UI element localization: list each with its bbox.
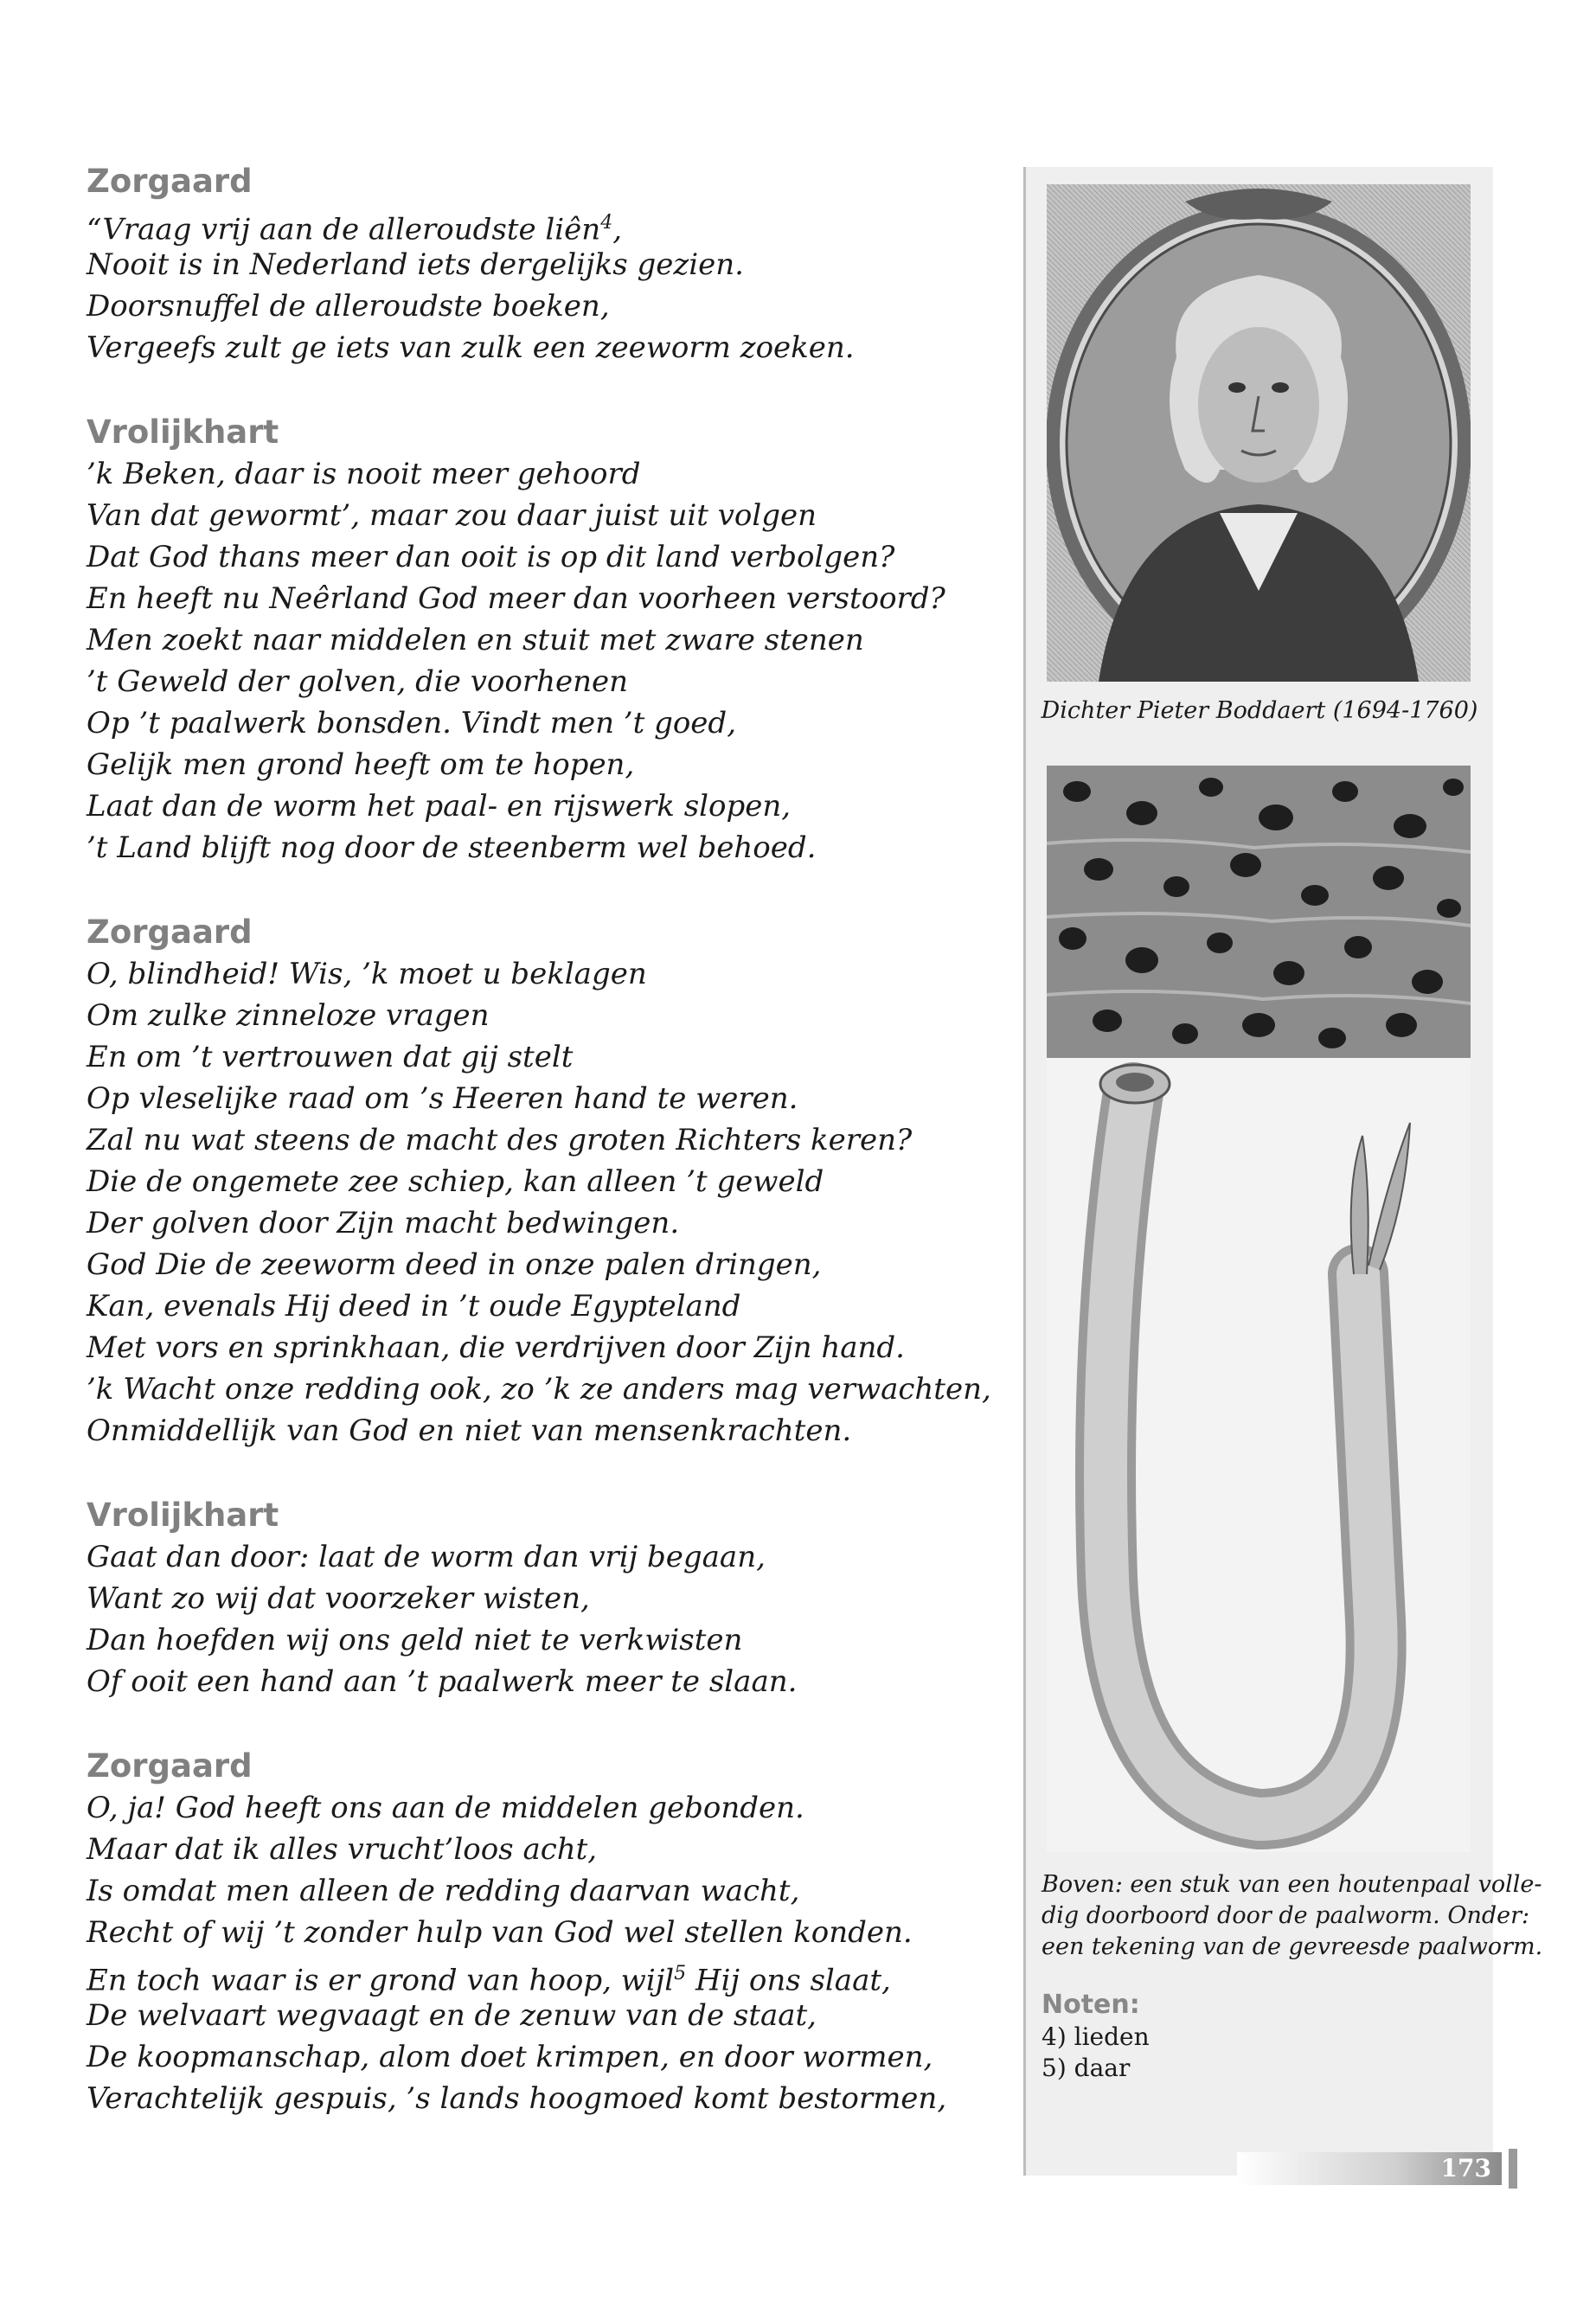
verse-text: Dan hoefden wij ons geld niet te verkwisten [87,1623,743,1657]
speaker-name: Vrolijkhart [87,413,279,451]
speaker-name: Zorgaard [87,163,253,200]
verse-text: “Vraag vrij aan de alleroudste liên [87,212,601,247]
verse-text: Van dat gewormt’, maar zou daar juist uit volgen [87,498,817,533]
verse-text: Verachtelijk gespuis, ’s lands hoogmoed komt bestormen, [87,2081,947,2116]
verse-text: Want zo wij dat voorzeker wisten, [87,1581,590,1616]
footnote-marker: 4 [600,212,613,234]
page-number: 173 [1440,2154,1491,2182]
sidebar [1023,167,1543,2176]
verse-line [87,1870,1003,1912]
verse-line [87,1119,1003,1161]
verse-text: Onmiddellijk van God en niet van mensenkrachten. [87,1413,852,1448]
verse-line [87,285,1003,327]
verse-text: Men zoekt naar middelen en stuit met zware stenen [87,623,864,657]
verse-text: Op vleselijke raad om ’s Heeren hand te weren. [87,1081,798,1116]
note-5: 5) daar [1042,2054,1131,2082]
verse-line [87,327,1003,369]
wood-image [1047,766,1471,1058]
verse-text: En toch waar is er grond van hoop, wijl [87,1963,675,1998]
verse-line [87,578,1003,619]
page-tick [1509,2149,1517,2189]
stanza [87,412,1003,868]
footnotes [1042,1989,1474,2084]
speaker-name: Zorgaard [87,913,253,951]
verse-line [87,1036,1003,1078]
verse-line [87,1578,1003,1619]
verse-line [87,1912,1003,1953]
verse-text: Zal nu wat steens de macht des groten Richters keren? [87,1123,913,1157]
verse-text: Kan, evenals Hij deed in ’t oude Egypteland [87,1289,741,1324]
verse-line [87,495,1003,536]
note-4: 4) lieden [1042,2022,1150,2051]
verse-line [87,1244,1003,1285]
shipworm-caption [1042,1869,1543,1963]
verse-line [87,1368,1003,1410]
verse-text: Laat dan de worm het paal- en rijswerk slopen, [87,789,792,824]
speaker-name: Zorgaard [87,1747,253,1785]
verse-text: De koopmanschap, alom doet krimpen, en door wormen, [87,2040,933,2074]
verse-text: Gaat dan door: laat de worm dan vrij begaan, [87,1540,766,1574]
verse-text: Op ’t paalwerk bonsden. Vindt men ’t goed, [87,706,737,740]
verse-line [87,953,1003,995]
verse-text: O, blindheid! Wis, ’k moet u beklagen [87,957,647,991]
verse-line [87,1410,1003,1452]
stanza [87,912,1003,1452]
verse-text: Om zulke zinneloze vragen [87,998,490,1033]
verse-text: Gelijk men grond heeft om te hopen, [87,747,635,782]
verse-line [87,1995,1003,2036]
verse-text: Of ooit een hand aan ’t paalwerk meer te slaan. [87,1664,798,1699]
verse-text: Vergeefs zult ge iets van zulk een zeeworm zoeken. [87,330,855,365]
verse-text: ’t Geweld der golven, die voorhenen [87,664,629,699]
verse-text-tail: Hij ons slaat, [686,1963,891,1998]
verse-line [87,1161,1003,1202]
stanza [87,161,1003,369]
verse-text-tail: , [612,212,623,247]
verse-line [87,702,1003,744]
verse-line [87,1078,1003,1119]
verse-line [87,744,1003,785]
verse-line [87,536,1003,578]
verse-line [87,1285,1003,1327]
verse-line [87,1829,1003,1870]
caption-line: een tekening van de gevreesde paalworm. [1042,1933,1543,1960]
verse-text: Die de ongemete zee schiep, kan alleen ’t geweld [87,1164,824,1199]
verse-text: En om ’t vertrouwen dat gij stelt [87,1040,574,1074]
verse-line [87,202,1003,247]
portrait-image [1047,184,1471,682]
verse-line [87,995,1003,1036]
verse-line [87,2036,1003,2078]
verse-text: ’t Land blijft nog door de steenberm wel behoed. [87,830,817,865]
verse-line [87,827,1003,868]
verse-line [87,1787,1003,1829]
verse-line [87,661,1003,702]
verse-line [87,1536,1003,1578]
speaker-name: Vrolijkhart [87,1497,279,1534]
page-footer [1237,2147,1522,2190]
verse-text: O, ja! God heeft ons aan de middelen gebonden. [87,1791,804,1825]
verse-line [87,619,1003,661]
verse-line [87,1953,1003,1998]
verse-text: ’k Beken, daar is nooit meer gehoord [87,457,641,491]
shipworm-drawing [1047,1058,1471,1852]
caption-line: dig doorboord door de paalworm. Onder: [1042,1902,1530,1929]
verse-line [87,1202,1003,1244]
portrait-caption: Dichter Pieter Boddaert (1694-1760) [1041,697,1478,724]
verse-text: Is omdat men alleen de redding daarvan wacht, [87,1874,800,1908]
verse-text: De welvaart wegvaagt en de zenuw van de staat, [87,1998,817,2033]
verse-text: Nooit is in Nederland iets dergelijks gezien. [87,247,744,282]
notes-title: Noten: [1042,1990,1140,2020]
footnote-marker: 5 [674,1963,687,1984]
verse-text: Met vors en sprinkhaan, die verdrijven door Zijn hand. [87,1330,905,1365]
verse-text: Recht of wij ’t zonder hulp van God wel stellen konden. [87,1915,913,1950]
verse-text: God Die de zeeworm deed in onze palen dringen, [87,1247,822,1282]
verse-line [87,1327,1003,1368]
verse-text: Der golven door Zijn macht bedwingen. [87,1206,680,1240]
verse-text: Doorsnuffel de alleroudste boeken, [87,289,610,324]
caption-line: Boven: een stuk van een houtenpaal volle- [1042,1871,1542,1898]
verse-text: Maar dat ik alles vrucht’loos acht, [87,1832,598,1867]
verse-text: En heeft nu Neêrland God meer dan voorheen verstoord? [87,581,945,616]
verse-line [87,244,1003,285]
stanza [87,1746,1003,2119]
poem-text [87,161,1003,2163]
verse-line [87,1619,1003,1661]
verse-line [87,785,1003,827]
verse-text: Dat God thans meer dan ooit is op dit land verbolgen? [87,540,895,574]
verse-line [87,2078,1003,2119]
verse-line [87,1661,1003,1702]
stanza [87,1495,1003,1702]
verse-line [87,453,1003,495]
verse-text: ’k Wacht onze redding ook, zo ’k ze anders mag verwachten, [87,1372,991,1407]
